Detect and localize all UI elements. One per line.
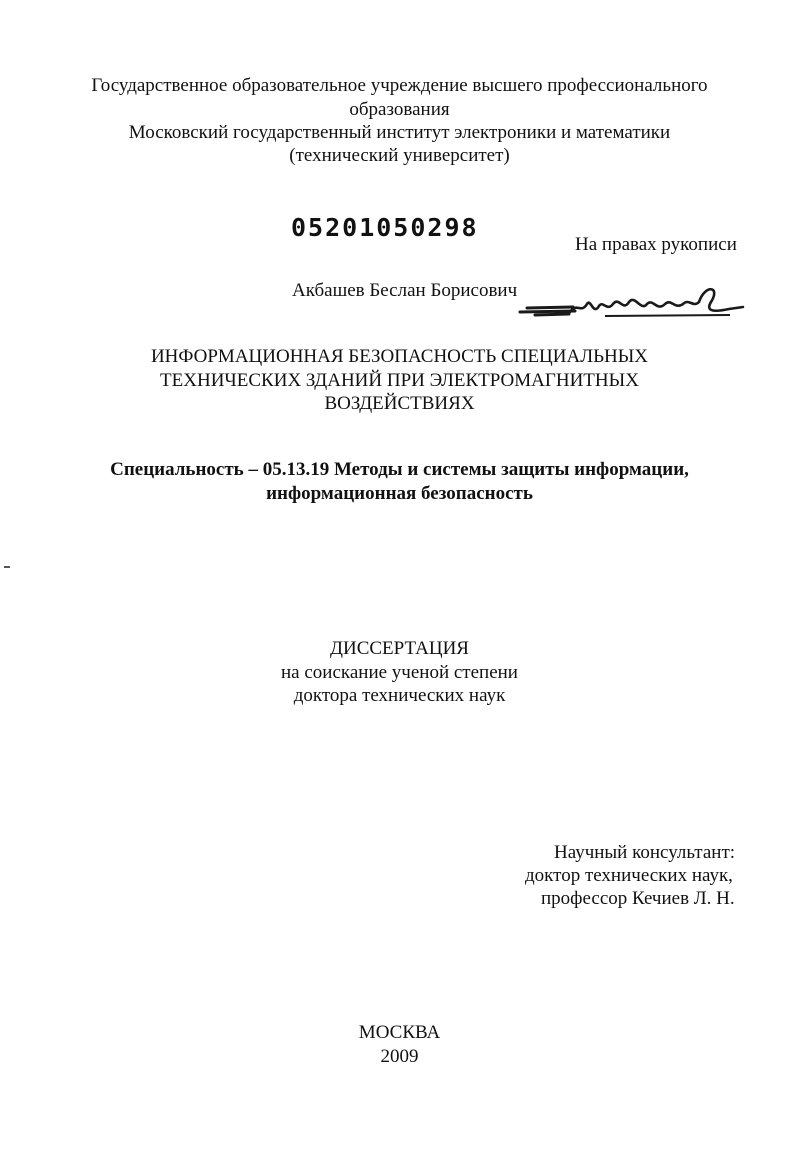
specialty-line-2: информационная безопасность [266, 483, 533, 504]
registration-code: 05201050298 [291, 213, 479, 242]
consultant-name: профессор Кечиев Л. Н. [541, 888, 735, 909]
consultant-degree: доктор технических наук, [525, 865, 733, 886]
thesis-title-line-1: ИНФОРМАЦИОННАЯ БЕЗОПАСНОСТЬ СПЕЦИАЛЬНЫХ [150, 346, 649, 367]
author-name: Акбашев Беслан Борисович [292, 280, 518, 301]
scan-artifact [4, 566, 10, 568]
author-signature [515, 282, 747, 324]
institution-line-2: образования [349, 99, 450, 120]
rights-note: На правах рукописи [575, 234, 737, 255]
thesis-title-line-2: ТЕХНИЧЕСКИХ ЗДАНИЙ ПРИ ЭЛЕКТРОМАГНИТНЫХ [160, 370, 639, 391]
institution-line-4: (технический университет) [289, 145, 510, 166]
specialty-line-1: Специальность – 05.13.19 Методы и системы защиты информации, [110, 459, 689, 480]
institution-line-3: Московский государственный институт электроники и математики [128, 122, 671, 143]
dissertation-line-1: на соискание ученой степени [281, 662, 518, 683]
dissertation-heading: ДИССЕРТАЦИЯ [330, 638, 469, 659]
city: МОСКВА [358, 1022, 441, 1043]
institution-line-1: Государственное образовательное учреждение высшего профессионального [91, 75, 708, 96]
dissertation-line-2: доктора технических наук [293, 685, 506, 706]
year: 2009 [380, 1046, 419, 1067]
thesis-title-line-3: ВОЗДЕЙСТВИЯХ [324, 393, 475, 414]
consultant-label: Научный консультант: [554, 842, 736, 863]
